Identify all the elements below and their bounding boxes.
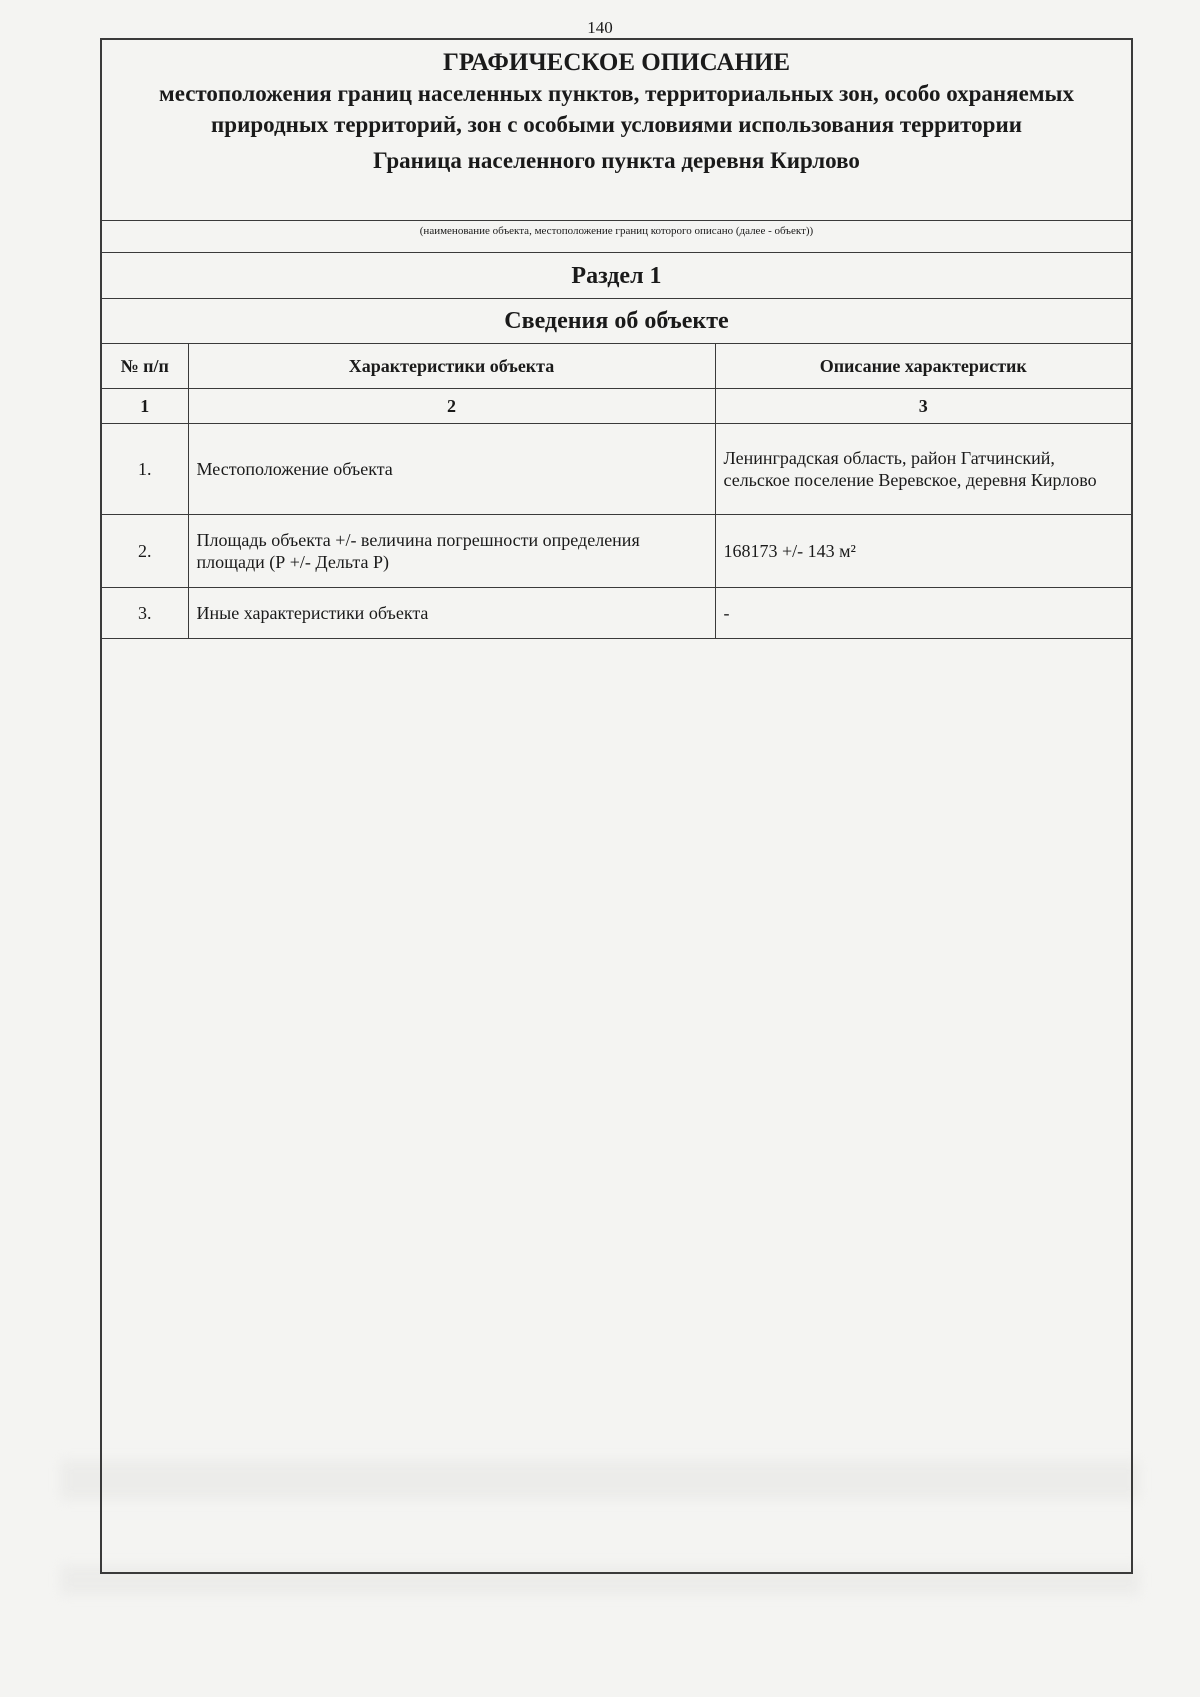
column-index: 1 (102, 389, 188, 424)
row-characteristic: Местоположение объекта (188, 424, 715, 515)
row-description: 168173 +/- 143 м² (715, 515, 1131, 588)
section-title: Сведения об объекте (102, 299, 1131, 344)
table-header-row (102, 344, 1131, 389)
row-description: Ленинградская область, район Гатчинский, сельское поселение Веревское, деревня Кирлово (715, 424, 1131, 515)
row-number: 3. (102, 588, 188, 639)
document-frame (100, 38, 1133, 1574)
table-header-cell: Описание характеристик (715, 344, 1131, 389)
page-number: 140 (587, 18, 613, 37)
table-header-cell: № п/п (102, 344, 188, 389)
document-title: ГРАФИЧЕСКОЕ ОПИСАНИЕ (442, 49, 791, 76)
object-note: (наименование объекта, местоположение границ которого описано (далее - объект)) (102, 221, 1131, 253)
row-description: - (715, 588, 1131, 639)
section-label: Раздел 1 (102, 253, 1131, 299)
row-characteristic: Иные характеристики объекта (188, 588, 715, 639)
table-row (102, 588, 1131, 639)
column-index: 2 (188, 389, 715, 424)
object-info-table (102, 344, 1131, 639)
table-row (102, 515, 1131, 588)
table-index-row (102, 389, 1131, 424)
row-number: 1. (102, 424, 188, 515)
table-row (102, 424, 1131, 515)
object-name: Граница населенного пункта деревня Кирлово (373, 148, 860, 173)
row-number: 2. (102, 515, 188, 588)
document-subtitle: местоположения границ населенных пунктов, территориальных зон, особо охраняемых природных территорий, зон с особыми условиями использования территории (159, 81, 1074, 137)
table-header-cell: Характеристики объекта (188, 344, 715, 389)
column-index: 3 (715, 389, 1131, 424)
document-header (102, 40, 1131, 221)
row-characteristic: Площадь объекта +/- величина погрешности определения площади (Р +/- Дельта Р) (188, 515, 715, 588)
